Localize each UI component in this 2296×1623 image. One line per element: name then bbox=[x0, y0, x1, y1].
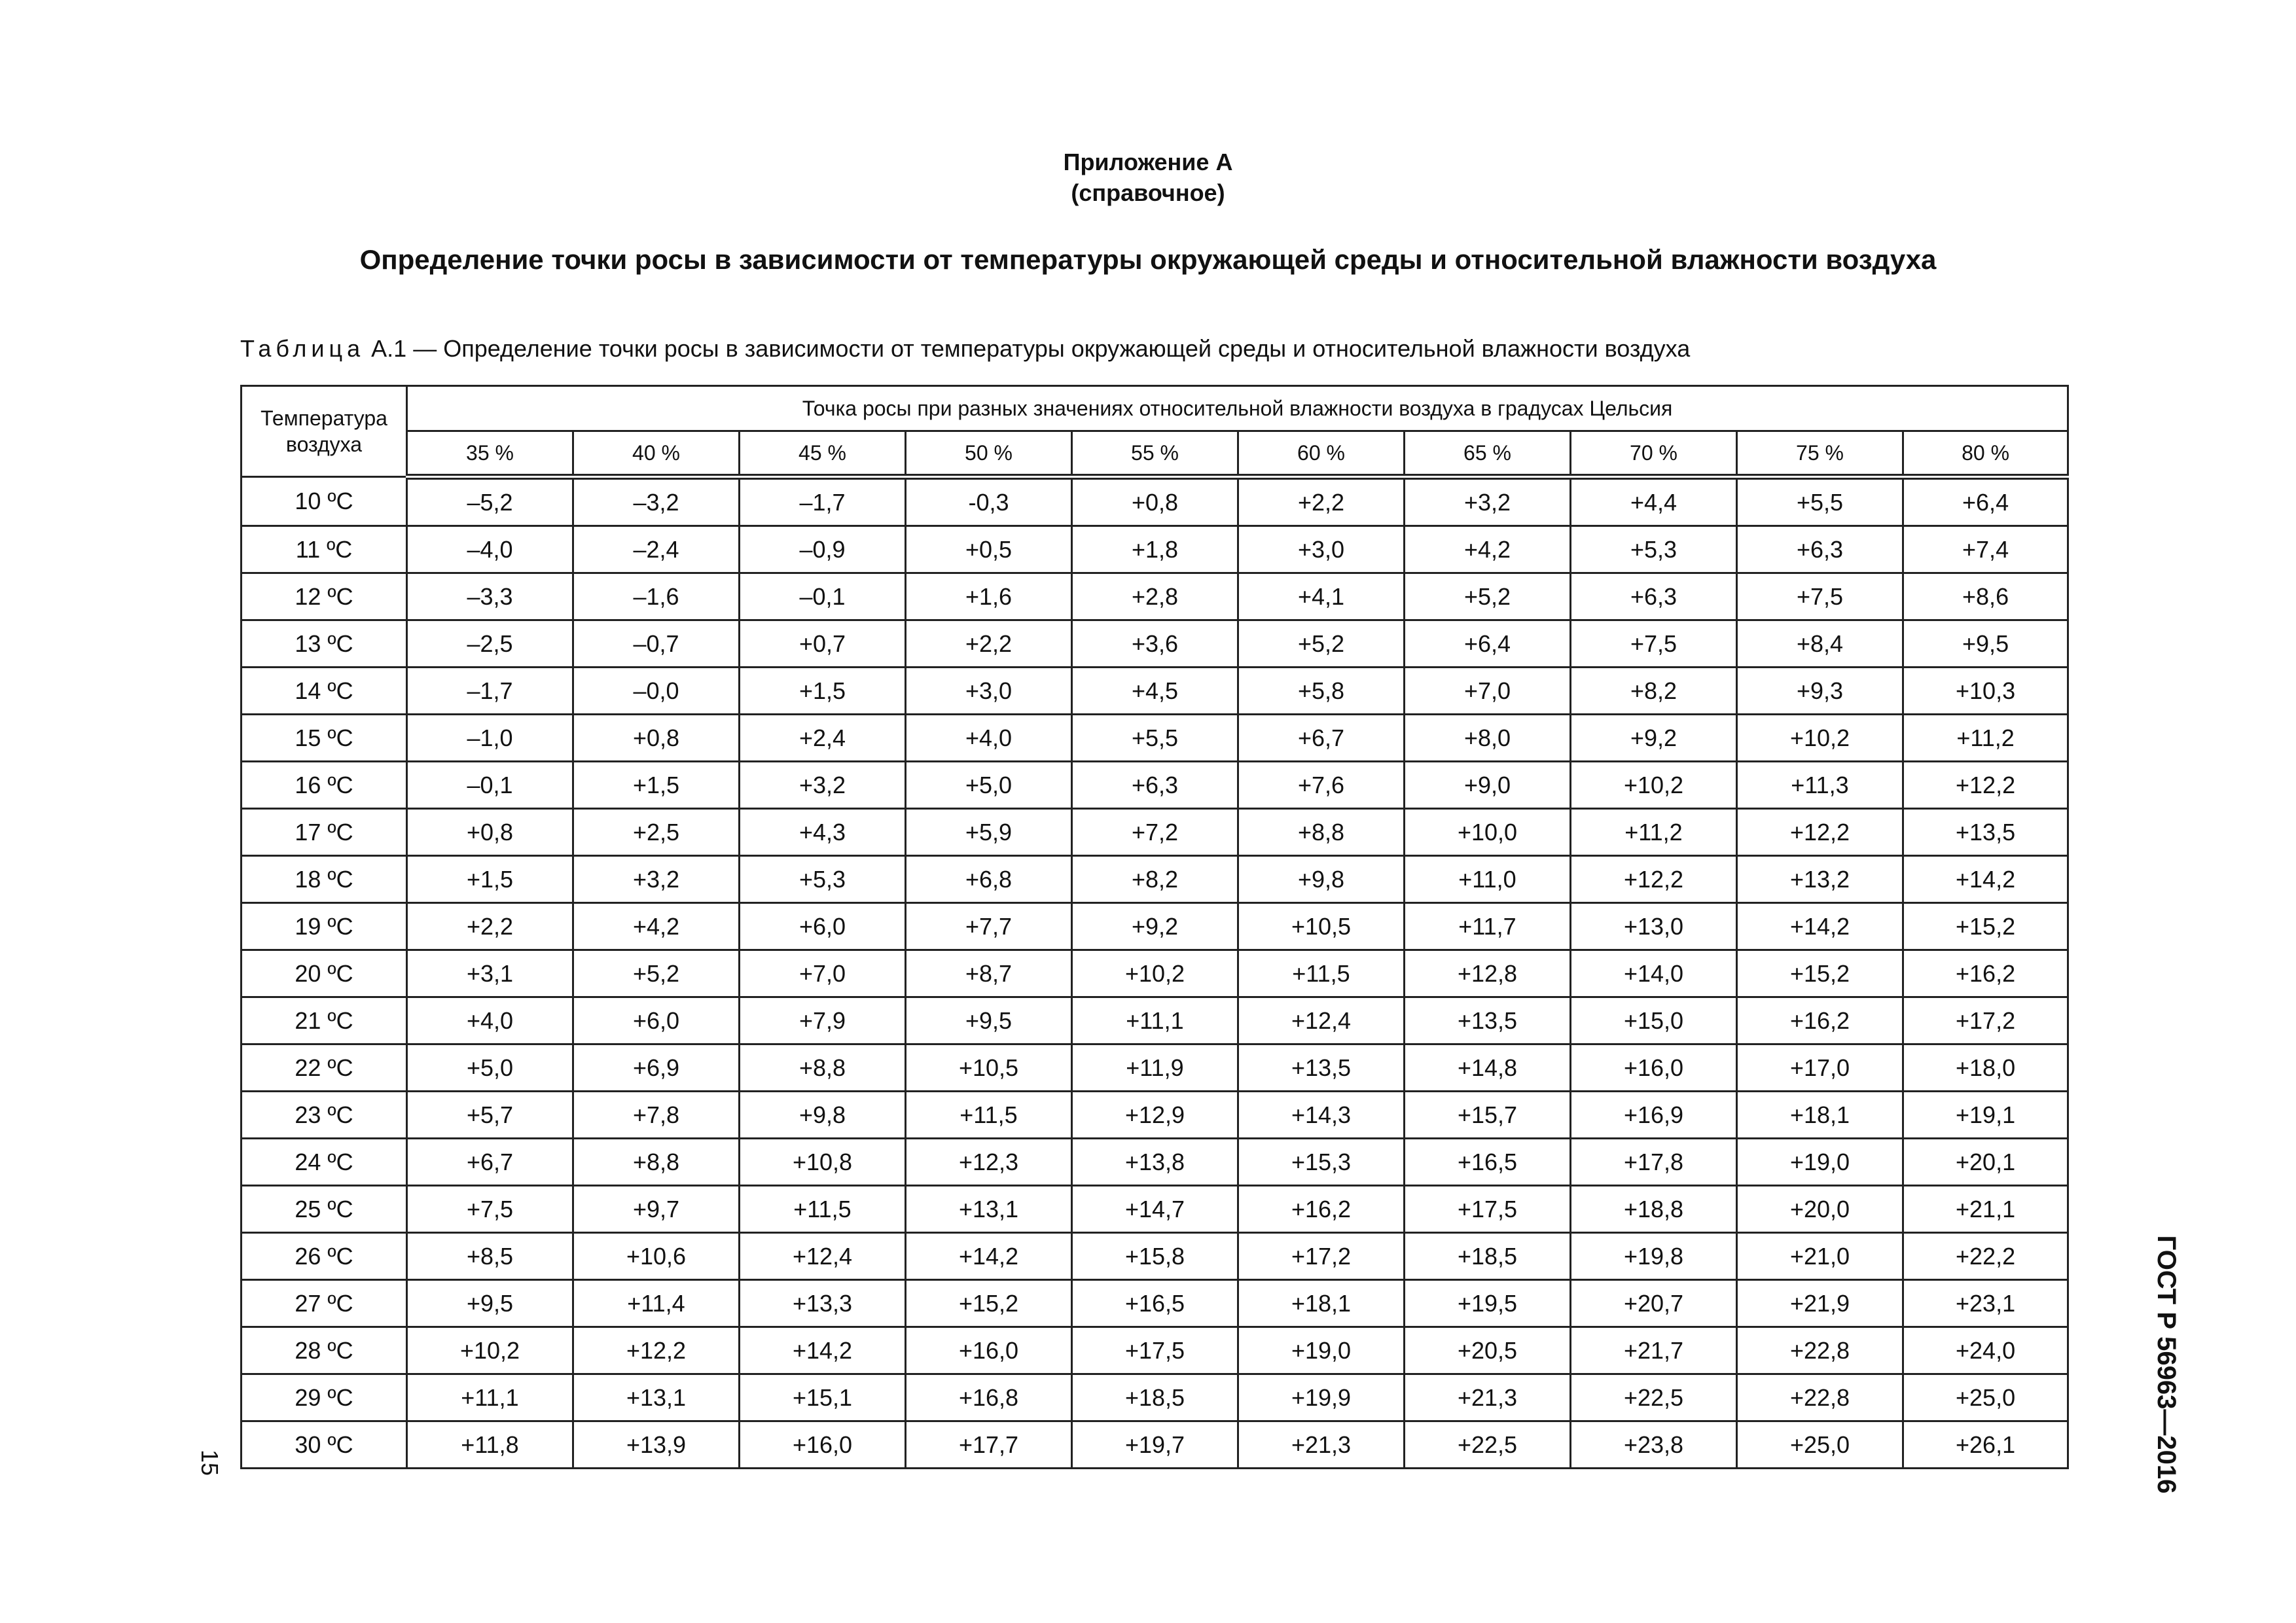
dew-point-cell: +3,2 bbox=[573, 856, 740, 903]
dew-point-cell: +16,2 bbox=[1238, 1186, 1405, 1233]
dew-point-cell: +10,8 bbox=[740, 1139, 906, 1186]
dew-point-cell: +12,2 bbox=[1903, 762, 2068, 809]
row-temperature-cell: 24 ºС bbox=[242, 1139, 407, 1186]
header-row-humidity bbox=[242, 431, 2068, 477]
dew-point-cell: +20,5 bbox=[1405, 1327, 1571, 1374]
dew-point-cell: +9,5 bbox=[906, 997, 1072, 1044]
column-header-humidity: 55 % bbox=[1072, 431, 1238, 477]
dew-point-cell: +18,1 bbox=[1737, 1092, 1903, 1139]
dew-point-cell: +5,2 bbox=[573, 950, 740, 997]
table-row bbox=[242, 950, 2068, 997]
dew-point-cell: +6,0 bbox=[573, 997, 740, 1044]
dew-point-cell: +7,0 bbox=[1405, 668, 1571, 715]
dew-point-cell: +11,8 bbox=[407, 1421, 573, 1469]
dew-point-cell: +12,2 bbox=[573, 1327, 740, 1374]
header-row-group bbox=[242, 386, 2068, 431]
dew-point-cell: +18,0 bbox=[1903, 1044, 2068, 1092]
dew-point-cell: +11,2 bbox=[1571, 809, 1737, 856]
dew-point-cell: +16,8 bbox=[906, 1374, 1072, 1421]
dew-point-cell: +17,2 bbox=[1238, 1233, 1405, 1280]
row-temperature-cell: 16 ºС bbox=[242, 762, 407, 809]
dew-point-cell: +19,7 bbox=[1072, 1421, 1238, 1469]
dew-point-cell: +14,7 bbox=[1072, 1186, 1238, 1233]
dew-point-cell: +3,2 bbox=[740, 762, 906, 809]
table-row bbox=[242, 809, 2068, 856]
dew-point-cell: +20,1 bbox=[1903, 1139, 2068, 1186]
dew-point-cell: +8,8 bbox=[740, 1044, 906, 1092]
column-header-humidity: 40 % bbox=[573, 431, 740, 477]
dew-point-cell: +15,8 bbox=[1072, 1233, 1238, 1280]
dew-point-cell: –3,2 bbox=[573, 477, 740, 526]
dew-point-cell: +5,3 bbox=[740, 856, 906, 903]
dew-point-cell: +16,5 bbox=[1072, 1280, 1238, 1327]
dew-point-cell: +7,9 bbox=[740, 997, 906, 1044]
dew-point-cell: +18,5 bbox=[1405, 1233, 1571, 1280]
table-row bbox=[242, 1044, 2068, 1092]
dew-point-cell: +24,0 bbox=[1903, 1327, 2068, 1374]
dew-point-cell: +8,8 bbox=[1238, 809, 1405, 856]
dew-point-cell: +5,9 bbox=[906, 809, 1072, 856]
dew-point-cell: +0,7 bbox=[740, 620, 906, 668]
dew-point-cell: +4,2 bbox=[1405, 526, 1571, 573]
dew-point-table bbox=[240, 385, 2069, 1469]
dew-point-cell: +2,2 bbox=[1238, 477, 1405, 526]
dew-point-cell: +19,0 bbox=[1238, 1327, 1405, 1374]
dew-point-cell: +8,2 bbox=[1072, 856, 1238, 903]
dew-point-cell: +7,5 bbox=[1737, 573, 1903, 620]
dew-point-cell: +5,7 bbox=[407, 1092, 573, 1139]
dew-point-cell: –0,0 bbox=[573, 668, 740, 715]
dew-point-cell: +15,2 bbox=[1737, 950, 1903, 997]
dew-point-cell: +21,0 bbox=[1737, 1233, 1903, 1280]
dew-point-cell: +25,0 bbox=[1903, 1374, 2068, 1421]
dew-point-cell: +12,2 bbox=[1737, 809, 1903, 856]
dew-point-cell: –2,5 bbox=[407, 620, 573, 668]
dew-point-cell: +12,4 bbox=[740, 1233, 906, 1280]
dew-point-cell: +22,8 bbox=[1737, 1374, 1903, 1421]
dew-point-cell: +17,7 bbox=[906, 1421, 1072, 1469]
dew-point-cell: –4,0 bbox=[407, 526, 573, 573]
dew-point-cell: +10,2 bbox=[1072, 950, 1238, 997]
dew-point-cell: +5,5 bbox=[1072, 715, 1238, 762]
row-temperature-cell: 27 ºС bbox=[242, 1280, 407, 1327]
row-temperature-cell: 17 ºС bbox=[242, 809, 407, 856]
dew-point-cell: +12,3 bbox=[906, 1139, 1072, 1186]
table-row bbox=[242, 620, 2068, 668]
dew-point-cell: +22,8 bbox=[1737, 1327, 1903, 1374]
dew-point-cell: +13,5 bbox=[1238, 1044, 1405, 1092]
dew-point-cell: +7,5 bbox=[407, 1186, 573, 1233]
dew-point-cell: +21,1 bbox=[1903, 1186, 2068, 1233]
dew-point-cell: +19,8 bbox=[1571, 1233, 1737, 1280]
dew-point-cell: +11,5 bbox=[906, 1092, 1072, 1139]
dew-point-cell: +19,1 bbox=[1903, 1092, 2068, 1139]
dew-point-cell: +4,4 bbox=[1571, 477, 1737, 526]
dew-point-cell: +25,0 bbox=[1737, 1421, 1903, 1469]
dew-point-cell: +9,2 bbox=[1072, 903, 1238, 950]
dew-point-cell: +0,5 bbox=[906, 526, 1072, 573]
dew-point-cell: +7,7 bbox=[906, 903, 1072, 950]
dew-point-cell: –2,4 bbox=[573, 526, 740, 573]
dew-point-cell: +15,2 bbox=[1903, 903, 2068, 950]
dew-point-cell: +14,2 bbox=[740, 1327, 906, 1374]
table-row bbox=[242, 715, 2068, 762]
dew-point-cell: +2,2 bbox=[906, 620, 1072, 668]
column-header-humidity: 80 % bbox=[1903, 431, 2068, 477]
dew-point-cell: +10,2 bbox=[1571, 762, 1737, 809]
dew-point-cell: +9,8 bbox=[1238, 856, 1405, 903]
table-row bbox=[242, 573, 2068, 620]
dew-point-cell: +7,6 bbox=[1238, 762, 1405, 809]
dew-point-cell: +11,4 bbox=[573, 1280, 740, 1327]
dew-point-cell: +0,8 bbox=[407, 809, 573, 856]
dew-point-cell: +13,1 bbox=[573, 1374, 740, 1421]
dew-point-cell: +5,5 bbox=[1737, 477, 1903, 526]
dew-point-cell: +0,8 bbox=[1072, 477, 1238, 526]
dew-point-cell: +6,3 bbox=[1571, 573, 1737, 620]
dew-point-cell: +10,0 bbox=[1405, 809, 1571, 856]
dew-point-cell: +5,2 bbox=[1238, 620, 1405, 668]
dew-point-cell: +6,8 bbox=[906, 856, 1072, 903]
dew-point-cell: +8,0 bbox=[1405, 715, 1571, 762]
dew-point-cell: +13,5 bbox=[1405, 997, 1571, 1044]
dew-point-cell: +20,7 bbox=[1571, 1280, 1737, 1327]
dew-point-cell: +16,2 bbox=[1903, 950, 2068, 997]
dew-point-cell: +16,9 bbox=[1571, 1092, 1737, 1139]
row-temperature-cell: 15 ºС bbox=[242, 715, 407, 762]
dew-point-cell: –1,7 bbox=[740, 477, 906, 526]
dew-point-cell: +11,3 bbox=[1737, 762, 1903, 809]
table-row bbox=[242, 1374, 2068, 1421]
row-temperature-cell: 21 ºС bbox=[242, 997, 407, 1044]
standard-code: ГОСТ Р 56963—2016 bbox=[2152, 1235, 2181, 1494]
dew-point-cell: +1,5 bbox=[573, 762, 740, 809]
dew-point-cell: +21,7 bbox=[1571, 1327, 1737, 1374]
table-row bbox=[242, 1233, 2068, 1280]
column-header-humidity: 35 % bbox=[407, 431, 573, 477]
dew-point-cell: +1,5 bbox=[407, 856, 573, 903]
dew-point-cell: +16,0 bbox=[906, 1327, 1072, 1374]
dew-point-cell: +6,4 bbox=[1903, 477, 2068, 526]
dew-point-cell: +11,5 bbox=[1238, 950, 1405, 997]
dew-point-cell: –1,0 bbox=[407, 715, 573, 762]
table-row bbox=[242, 526, 2068, 573]
table-row bbox=[242, 762, 2068, 809]
dew-point-cell: +19,5 bbox=[1405, 1280, 1571, 1327]
dew-point-cell: +6,3 bbox=[1072, 762, 1238, 809]
table-row bbox=[242, 1421, 2068, 1469]
page-number: 15 bbox=[196, 1449, 223, 1476]
dew-point-cell: +11,7 bbox=[1405, 903, 1571, 950]
row-temperature-cell: 25 ºС bbox=[242, 1186, 407, 1233]
dew-point-cell: +8,8 bbox=[573, 1139, 740, 1186]
dew-point-cell: –3,3 bbox=[407, 573, 573, 620]
dew-point-cell: +15,1 bbox=[740, 1374, 906, 1421]
column-header-humidity: 70 % bbox=[1571, 431, 1737, 477]
dew-point-cell: +18,5 bbox=[1072, 1374, 1238, 1421]
dew-point-cell: +20,0 bbox=[1737, 1186, 1903, 1233]
dew-point-cell: +19,9 bbox=[1238, 1374, 1405, 1421]
dew-point-cell: +13,2 bbox=[1737, 856, 1903, 903]
dew-point-cell: +15,3 bbox=[1238, 1139, 1405, 1186]
dew-point-cell: +2,4 bbox=[740, 715, 906, 762]
dew-point-cell: +12,8 bbox=[1405, 950, 1571, 997]
dew-point-cell: +4,5 bbox=[1072, 668, 1238, 715]
dew-point-cell: +13,9 bbox=[573, 1421, 740, 1469]
dew-point-cell: +15,7 bbox=[1405, 1092, 1571, 1139]
table-row bbox=[242, 856, 2068, 903]
row-temperature-cell: 29 ºС bbox=[242, 1374, 407, 1421]
dew-point-cell: +10,5 bbox=[906, 1044, 1072, 1092]
dew-point-cell: +9,7 bbox=[573, 1186, 740, 1233]
dew-point-cell: +0,8 bbox=[573, 715, 740, 762]
row-temperature-cell: 22 ºС bbox=[242, 1044, 407, 1092]
dew-point-cell: +12,2 bbox=[1571, 856, 1737, 903]
dew-point-cell: +1,6 bbox=[906, 573, 1072, 620]
dew-point-cell: +14,8 bbox=[1405, 1044, 1571, 1092]
dew-point-cell: +6,3 bbox=[1737, 526, 1903, 573]
dew-point-cell: –5,2 bbox=[407, 477, 573, 526]
dew-point-cell: +10,2 bbox=[1737, 715, 1903, 762]
column-header-humidity: 65 % bbox=[1405, 431, 1571, 477]
dew-point-cell: +22,2 bbox=[1903, 1233, 2068, 1280]
dew-point-cell: +16,0 bbox=[1571, 1044, 1737, 1092]
dew-point-cell: +8,7 bbox=[906, 950, 1072, 997]
dew-point-cell: +4,0 bbox=[906, 715, 1072, 762]
dew-point-cell: +1,5 bbox=[740, 668, 906, 715]
dew-point-cell: +13,5 bbox=[1903, 809, 2068, 856]
dew-point-cell: –0,9 bbox=[740, 526, 906, 573]
row-temperature-cell: 19 ºС bbox=[242, 903, 407, 950]
dew-point-cell: +9,0 bbox=[1405, 762, 1571, 809]
dew-point-cell: +10,5 bbox=[1238, 903, 1405, 950]
dew-point-cell: +3,0 bbox=[1238, 526, 1405, 573]
table-row bbox=[242, 1139, 2068, 1186]
table-caption-lead: Таблица bbox=[240, 335, 365, 362]
row-temperature-cell: 23 ºС bbox=[242, 1092, 407, 1139]
row-temperature-cell: 20 ºС bbox=[242, 950, 407, 997]
dew-point-cell: +10,2 bbox=[407, 1327, 573, 1374]
dew-point-cell: +5,2 bbox=[1405, 573, 1571, 620]
dew-point-cell: +18,1 bbox=[1238, 1280, 1405, 1327]
dew-point-cell: +15,0 bbox=[1571, 997, 1737, 1044]
dew-point-cell: +21,9 bbox=[1737, 1280, 1903, 1327]
dew-point-cell: +23,8 bbox=[1571, 1421, 1737, 1469]
dew-point-cell: +8,2 bbox=[1571, 668, 1737, 715]
appendix-subtitle: (справочное) bbox=[1071, 179, 1225, 206]
dew-point-cell: +22,5 bbox=[1571, 1374, 1737, 1421]
dew-point-cell: +10,3 bbox=[1903, 668, 2068, 715]
column-header-humidity: 45 % bbox=[740, 431, 906, 477]
dew-point-cell: +26,1 bbox=[1903, 1421, 2068, 1469]
dew-point-cell: +10,6 bbox=[573, 1233, 740, 1280]
dew-point-cell: +9,2 bbox=[1571, 715, 1737, 762]
dew-point-cell: –0,1 bbox=[407, 762, 573, 809]
table-caption bbox=[240, 334, 1690, 364]
row-temperature-cell: 18 ºС bbox=[242, 856, 407, 903]
dew-point-cell: +11,2 bbox=[1903, 715, 2068, 762]
dew-point-cell: +12,9 bbox=[1072, 1092, 1238, 1139]
dew-point-cell: +9,5 bbox=[407, 1280, 573, 1327]
table-row bbox=[242, 668, 2068, 715]
dew-point-cell: +17,8 bbox=[1571, 1139, 1737, 1186]
table-body bbox=[242, 477, 2068, 1469]
column-header-humidity: 50 % bbox=[906, 431, 1072, 477]
dew-point-cell: +14,2 bbox=[1903, 856, 2068, 903]
row-temperature-cell: 11 ºС bbox=[242, 526, 407, 573]
dew-point-cell: +5,3 bbox=[1571, 526, 1737, 573]
row-temperature-cell: 26 ºС bbox=[242, 1233, 407, 1280]
row-temperature-cell: 13 ºС bbox=[242, 620, 407, 668]
table-row bbox=[242, 997, 2068, 1044]
dew-point-cell: +7,5 bbox=[1571, 620, 1737, 668]
table-row bbox=[242, 1186, 2068, 1233]
dew-point-cell: +17,5 bbox=[1072, 1327, 1238, 1374]
row-temperature-cell: 28 ºС bbox=[242, 1327, 407, 1374]
dew-point-cell: +18,8 bbox=[1571, 1186, 1737, 1233]
table-row bbox=[242, 1280, 2068, 1327]
dew-point-cell: +11,0 bbox=[1405, 856, 1571, 903]
dew-point-cell: +21,3 bbox=[1405, 1374, 1571, 1421]
row-temperature-cell: 30 ºС bbox=[242, 1421, 407, 1469]
column-header-dew-point-group: Точка росы при разных значениях относительной влажности воздуха в градусах Цельсия bbox=[407, 386, 2068, 431]
dew-point-cell: +11,1 bbox=[407, 1374, 573, 1421]
dew-point-cell: +6,0 bbox=[740, 903, 906, 950]
row-temperature-cell: 12 ºС bbox=[242, 573, 407, 620]
dew-point-cell: +6,4 bbox=[1405, 620, 1571, 668]
dew-point-cell: +7,4 bbox=[1903, 526, 2068, 573]
dew-point-cell: +6,7 bbox=[1238, 715, 1405, 762]
dew-point-cell: +6,7 bbox=[407, 1139, 573, 1186]
table-row bbox=[242, 903, 2068, 950]
dew-point-cell: +16,2 bbox=[1737, 997, 1903, 1044]
dew-point-cell: +3,6 bbox=[1072, 620, 1238, 668]
column-header-humidity: 75 % bbox=[1737, 431, 1903, 477]
dew-point-cell: +9,3 bbox=[1737, 668, 1903, 715]
section-title: Определение точки росы в зависимости от температуры окружающей среды и относительной влажности воздуха bbox=[359, 244, 1937, 275]
dew-point-cell: +7,2 bbox=[1072, 809, 1238, 856]
dew-point-cell: +16,5 bbox=[1405, 1139, 1571, 1186]
dew-point-cell: +19,0 bbox=[1737, 1139, 1903, 1186]
dew-point-cell: +4,3 bbox=[740, 809, 906, 856]
dew-point-cell: –0,7 bbox=[573, 620, 740, 668]
dew-point-cell: +12,4 bbox=[1238, 997, 1405, 1044]
dew-point-cell: +1,8 bbox=[1072, 526, 1238, 573]
table-row bbox=[242, 1327, 2068, 1374]
dew-point-cell: –1,6 bbox=[573, 573, 740, 620]
appendix-title: Приложение А bbox=[1063, 149, 1233, 175]
row-temperature-cell: 10 ºС bbox=[242, 477, 407, 526]
dew-point-cell: +5,8 bbox=[1238, 668, 1405, 715]
dew-point-cell: +3,0 bbox=[906, 668, 1072, 715]
dew-point-cell: +8,6 bbox=[1903, 573, 2068, 620]
dew-point-cell: +4,1 bbox=[1238, 573, 1405, 620]
dew-point-cell: +17,2 bbox=[1903, 997, 2068, 1044]
dew-point-cell: +15,2 bbox=[906, 1280, 1072, 1327]
dew-point-cell: +8,5 bbox=[407, 1233, 573, 1280]
dew-point-cell: +2,8 bbox=[1072, 573, 1238, 620]
dew-point-cell: +9,8 bbox=[740, 1092, 906, 1139]
table-row bbox=[242, 1092, 2068, 1139]
dew-point-cell: +3,1 bbox=[407, 950, 573, 997]
dew-point-cell: +7,0 bbox=[740, 950, 906, 997]
dew-point-cell: +2,5 bbox=[573, 809, 740, 856]
dew-point-cell: +9,5 bbox=[1903, 620, 2068, 668]
dew-point-cell: +13,8 bbox=[1072, 1139, 1238, 1186]
dew-point-cell: +17,5 bbox=[1405, 1186, 1571, 1233]
dew-point-cell: +4,0 bbox=[407, 997, 573, 1044]
dew-point-cell: +7,8 bbox=[573, 1092, 740, 1139]
dew-point-cell: +2,2 bbox=[407, 903, 573, 950]
dew-point-cell: +3,2 bbox=[1405, 477, 1571, 526]
dew-point-cell: -0,3 bbox=[906, 477, 1072, 526]
dew-point-cell: +22,5 bbox=[1405, 1421, 1571, 1469]
dew-point-cell: +11,9 bbox=[1072, 1044, 1238, 1092]
dew-point-cell: +13,3 bbox=[740, 1280, 906, 1327]
table-row bbox=[242, 477, 2068, 526]
dew-point-cell: +11,5 bbox=[740, 1186, 906, 1233]
dew-point-cell: +21,3 bbox=[1238, 1421, 1405, 1469]
dew-point-cell: +14,0 bbox=[1571, 950, 1737, 997]
dew-point-cell: +8,4 bbox=[1737, 620, 1903, 668]
dew-point-table-container bbox=[240, 385, 2067, 1469]
dew-point-cell: +4,2 bbox=[573, 903, 740, 950]
column-header-humidity: 60 % bbox=[1238, 431, 1405, 477]
dew-point-cell: +14,2 bbox=[906, 1233, 1072, 1280]
dew-point-cell: +16,0 bbox=[740, 1421, 906, 1469]
dew-point-cell: +14,2 bbox=[1737, 903, 1903, 950]
dew-point-cell: +5,0 bbox=[906, 762, 1072, 809]
dew-point-cell: +23,1 bbox=[1903, 1280, 2068, 1327]
dew-point-cell: +13,0 bbox=[1571, 903, 1737, 950]
dew-point-cell: +11,1 bbox=[1072, 997, 1238, 1044]
table-caption-text: А.1 — Определение точки росы в зависимости от температуры окружающей среды и относительной влажности воздуха bbox=[365, 335, 1691, 362]
dew-point-cell: +14,3 bbox=[1238, 1092, 1405, 1139]
row-temperature-cell: 14 ºС bbox=[242, 668, 407, 715]
column-header-temperature: Температура воздуха bbox=[242, 386, 407, 477]
dew-point-cell: +5,0 bbox=[407, 1044, 573, 1092]
dew-point-cell: +13,1 bbox=[906, 1186, 1072, 1233]
dew-point-cell: +6,9 bbox=[573, 1044, 740, 1092]
dew-point-cell: +17,0 bbox=[1737, 1044, 1903, 1092]
dew-point-cell: –1,7 bbox=[407, 668, 573, 715]
dew-point-cell: –0,1 bbox=[740, 573, 906, 620]
